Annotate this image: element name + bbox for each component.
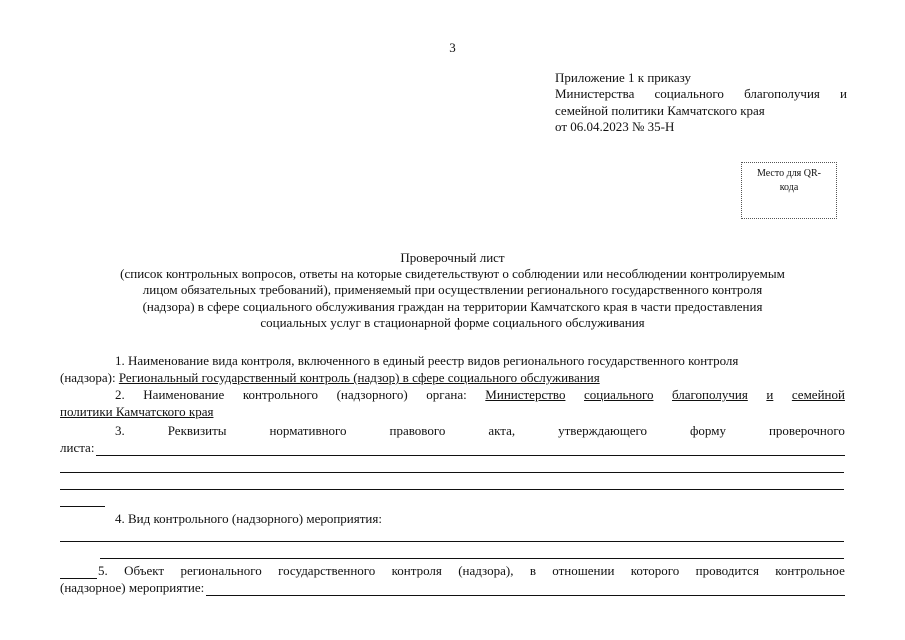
item-2-value-line-2: политики Камчатского края [60, 404, 214, 419]
item-5-w4: государственного [278, 563, 376, 578]
title-line-2: лицом обязательных требований), применяемый при осуществлении регионального государственного контроля [142, 282, 763, 298]
item-2-line-1 [60, 386, 845, 403]
item-3-w7: форму [690, 423, 726, 438]
item-2-v4: и [766, 387, 774, 402]
checklist-title [60, 250, 845, 331]
item-5-w7: в [529, 563, 536, 578]
item-3-normative-act [60, 422, 845, 456]
page-number: 3 [449, 40, 456, 55]
item-3-w6: утверждающего [558, 423, 648, 438]
item-1-control-type [60, 352, 845, 386]
item-2-line-2 [60, 403, 845, 420]
item-3-w2: Реквизиты [167, 423, 227, 438]
item-5-w6: (надзора), [458, 563, 514, 578]
item-5-control-object [60, 562, 845, 596]
appendix-line-3: семейной политики Камчатского края [555, 102, 765, 118]
item-3-w5: акта, [488, 423, 516, 438]
blank-line[interactable] [100, 558, 844, 559]
item-5-lead-blank[interactable] [60, 565, 97, 579]
qr-label-line-1: Место для QR- [756, 168, 822, 179]
item-5-prefix: (надзорное) мероприятие: [60, 580, 205, 595]
item-4-label: 4. Вид контрольного (надзорного) мероприятия: [115, 511, 382, 526]
title-heading: Проверочный лист [400, 250, 505, 265]
item-2-v1: Министерство [485, 387, 566, 402]
item-4-measure-type [60, 510, 845, 527]
item-2-control-body [60, 386, 845, 420]
item-5-w8: отношении [552, 563, 615, 578]
item-3-line-2 [60, 439, 845, 456]
item-2-w5: органа: [426, 387, 467, 402]
item-5-w1: 5. [98, 563, 108, 578]
blank-line-short[interactable] [60, 506, 105, 507]
item-5-line-2 [60, 579, 845, 596]
item-2-v3: благополучия [672, 387, 748, 402]
item-1-line-1: 1. Наименование вида контроля, включенного в единый реестр видов регионального государственного контроля [115, 353, 739, 368]
item-2-w1: 2. [115, 387, 125, 402]
title-line-3: (надзора) в сфере социального обслуживания граждан на территории Камчатского края в части предоставления [142, 298, 763, 314]
appendix-line-2: Министерства социального благополучия и [555, 86, 847, 102]
item-5-w11: контрольное [775, 563, 845, 578]
item-2-w4: (надзорного) [336, 387, 408, 402]
item-2-w3: контрольного [242, 387, 319, 402]
qr-code-placeholder [741, 162, 837, 219]
appendix-line-4: от 06.04.2023 № 35-Н [555, 119, 675, 135]
title-line-1: (список контрольных вопросов, ответы на которые свидетельствуют о соблюдении или несоблюдении контролируемым [120, 266, 785, 282]
item-3-w3: нормативного [269, 423, 347, 438]
blank-line[interactable] [60, 472, 844, 473]
item-3-w1: 3. [115, 423, 125, 438]
item-5-w2: Объект [124, 563, 165, 578]
blank-line[interactable] [60, 541, 844, 542]
item-1-line-2 [60, 369, 845, 386]
appendix-header [555, 70, 847, 136]
item-3-w8: проверочного [768, 423, 845, 438]
item-5-w3: регионального [180, 563, 262, 578]
item-5-w9: которого [630, 563, 680, 578]
item-3-w4: правового [389, 423, 446, 438]
item-3-prefix: листа: [60, 440, 95, 455]
item-5-words [98, 562, 845, 579]
item-3-line-1 [60, 422, 845, 439]
item-3-fill-line[interactable] [96, 442, 845, 456]
item-2-v2: социального [584, 387, 654, 402]
title-line-4: социальных услуг в стационарной форме социального обслуживания [260, 314, 645, 330]
item-1-value: Региональный государственный контроль (надзор) в сфере социального обслуживания [118, 370, 600, 385]
appendix-line-1: Приложение 1 к приказу [555, 70, 692, 85]
item-5-w5: контроля [391, 563, 442, 578]
item-5-w10: проводится [695, 563, 759, 578]
blank-line[interactable] [60, 489, 844, 490]
qr-label-line-2: кода [779, 182, 799, 193]
item-5-line-1 [60, 562, 845, 579]
item-1-prefix: (надзора): [60, 370, 116, 385]
item-2-w2: Наименование [143, 387, 225, 402]
item-5-fill-line[interactable] [206, 582, 845, 596]
item-2-v5: семейной [791, 387, 845, 402]
